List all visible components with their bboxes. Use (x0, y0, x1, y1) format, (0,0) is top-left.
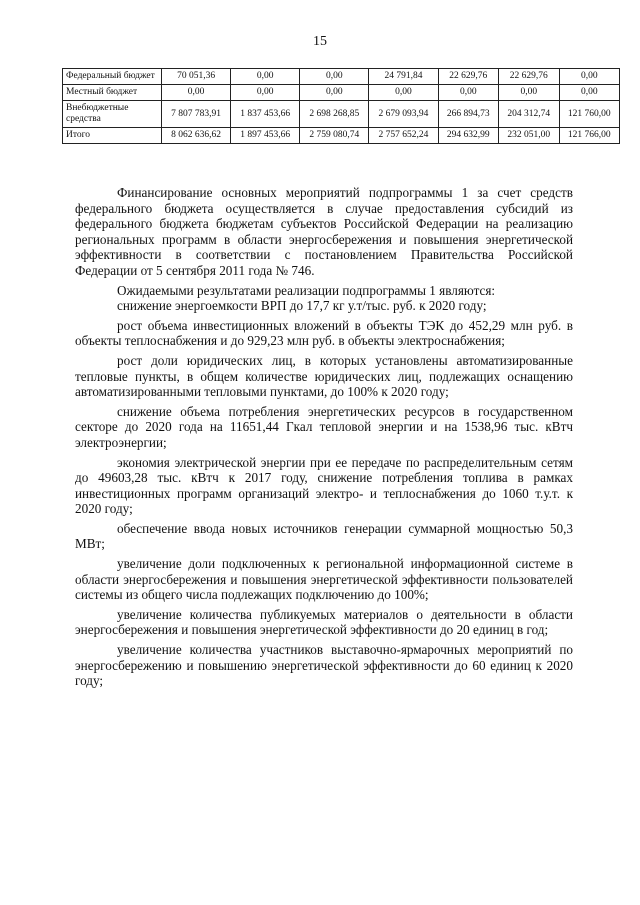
table-cell: 294 632,99 (438, 128, 498, 144)
table-cell: 2 679 093,94 (369, 101, 438, 128)
table-cell: 2 698 268,85 (300, 101, 369, 128)
table-cell: 0,00 (300, 69, 369, 85)
table-cell: 0,00 (559, 69, 620, 85)
list-item: увеличение доли подключенных к региональной информационной системе в области энергосбережения и повышения энергетической эффективности пользователей системы из общего числа подлежащих подключению до 100%; (75, 556, 573, 603)
paragraph-financing: Финансирование основных мероприятий подпрограммы 1 за счет средств федерального бюджета осуществляется в случае предоставления субсидий из федерального бюджета бюджетам субъектов Российской Федерации на реализацию региональных программ в области энергосбережения и повышения энергетической эффективности в соответствии с постановлением Правительства Российской Федерации от 5 сентября 2011 года № 746. (75, 185, 573, 278)
table-cell: 2 757 652,24 (369, 128, 438, 144)
table-cell: 70 051,36 (162, 69, 231, 85)
row-label: Местный бюджет (63, 85, 162, 101)
table-cell: 1 897 453,66 (231, 128, 300, 144)
table-cell: 232 051,00 (499, 128, 559, 144)
paragraph-expected-results-intro: Ожидаемыми результатами реализации подпрограммы 1 являются: (117, 282, 496, 298)
table-row (63, 69, 620, 85)
list-item: экономия электрической энергии при ее передаче по распределительным сетям до 49603,28 тыс. кВтч к 2017 году, снижение потребления топлива в рамках инвестиционных программ организаций электро- и теплоснабжения до 1060 т.у.т. к 2020 году; (75, 454, 573, 517)
list-item: увеличение количества участников выставочно-ярмарочных мероприятий по энергосбережению и повышению энергетической эффективности до 60 единиц к 2020 году; (75, 642, 573, 689)
table-cell: 0,00 (438, 85, 498, 101)
table-cell: 0,00 (300, 85, 369, 101)
list-item: рост объема инвестиционных вложений в объекты ТЭК до 452,29 млн руб. в объекты теплоснабжения и до 929,23 млн руб. в объекты электроснабжения; (75, 317, 573, 349)
body-text (75, 183, 573, 689)
table-cell: 0,00 (559, 85, 620, 101)
table-cell: 0,00 (231, 69, 300, 85)
list-item: увеличение количества публикуемых материалов о деятельности в области энергосбережения и повышения энергетической эффективности до 20 единиц в год; (75, 606, 573, 638)
table-cell: 0,00 (231, 85, 300, 101)
row-label: Итого (63, 128, 162, 144)
page-number: 15 (313, 34, 327, 49)
budget-table (62, 68, 620, 144)
table-cell: 7 807 783,91 (162, 101, 231, 128)
table-cell: 2 759 080,74 (300, 128, 369, 144)
table-cell: 0,00 (499, 85, 559, 101)
table-cell: 8 062 636,62 (162, 128, 231, 144)
table-row (63, 128, 620, 144)
list-item: рост доли юридических лиц, в которых установлены автоматизированные тепловые пункты, в общем количестве юридических лиц, подлежащих оснащению автоматизированными тепловыми пунктами, до 100% к 2020 году; (75, 352, 573, 400)
table-cell: 22 629,76 (499, 69, 559, 85)
list-item: снижение энергоемкости ВРП до 17,7 кг у.т/тыс. руб. к 2020 году; (117, 298, 487, 314)
table-row (63, 85, 620, 101)
table-cell: 204 312,74 (499, 101, 559, 128)
table-cell: 121 766,00 (559, 128, 620, 144)
table-row (63, 101, 620, 128)
list-item: снижение объема потребления энергетических ресурсов в государственном секторе до 2020 года на 11651,44 Гкал тепловой энергии и на 1538,96 тыс. кВтч электроэнергии; (75, 403, 573, 450)
table-cell: 1 837 453,66 (231, 101, 300, 128)
list-item: обеспечение ввода новых источников генерации суммарной мощностью 50,3 МВт; (75, 520, 573, 552)
table-cell: 22 629,76 (438, 69, 498, 85)
table-cell: 0,00 (162, 85, 231, 101)
table-cell: 24 791,84 (369, 69, 438, 85)
table-cell: 121 760,00 (559, 101, 620, 128)
table-cell: 266 894,73 (438, 101, 498, 128)
row-label: Внебюджетные средства (63, 101, 162, 128)
row-label: Федеральный бюджет (63, 69, 162, 85)
table-cell: 0,00 (369, 85, 438, 101)
